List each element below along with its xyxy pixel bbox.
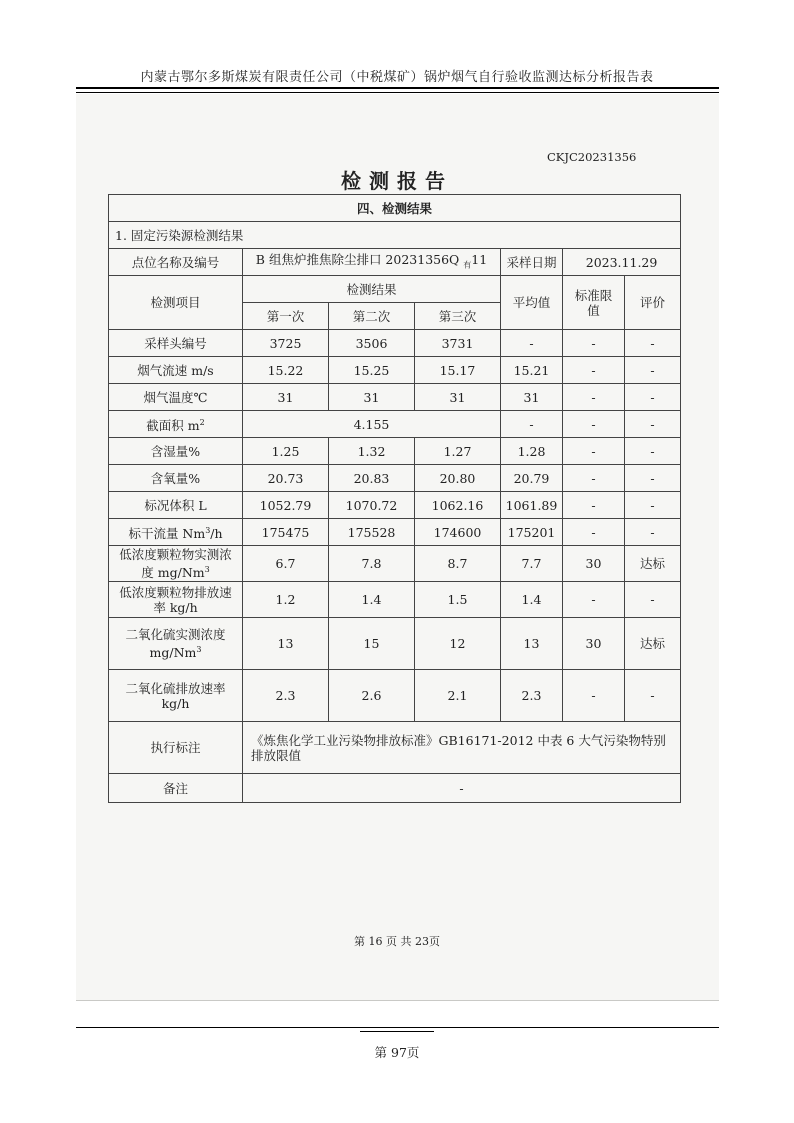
row-label: 二氧化硫实测浓度 mg/Nm$^3$ [109,618,243,670]
run-1-value: 1.25 [243,438,329,465]
limit-value: - [563,438,625,465]
footer-rule [76,1027,719,1028]
eval-value: - [625,670,681,722]
row-label: 二氧化硫排放速率 kg/h [109,670,243,722]
run-3-header: 第三次 [415,303,501,330]
table-row [109,670,681,722]
eval-value: - [625,438,681,465]
limit-value: - [563,670,625,722]
remark-label: 备注 [109,774,243,803]
point-label: 点位名称及编号 [109,249,243,276]
run-2-value: 31 [329,384,415,411]
table-row [109,330,681,357]
table-row [109,438,681,465]
run-3-value: 15.17 [415,357,501,384]
eval-value: 达标 [625,618,681,670]
avg-value: 7.7 [501,546,563,582]
table-row [109,519,681,546]
run-3-value: 3731 [415,330,501,357]
eval-value: - [625,411,681,438]
run-3-value: 31 [415,384,501,411]
limit-value: 30 [563,618,625,670]
limit-value: - [563,384,625,411]
avg-value: 15.21 [501,357,563,384]
avg-label: 平均值 [501,276,563,330]
run-3-value: 12 [415,618,501,670]
section-title: 四、检测结果 [109,195,681,222]
avg-value: - [501,330,563,357]
run-1-value: 15.22 [243,357,329,384]
avg-value: 20.79 [501,465,563,492]
limit-value: - [563,357,625,384]
merged-value: 4.155 [243,411,501,438]
run-2-value: 7.8 [329,546,415,582]
document-header: 内蒙古鄂尔多斯煤炭有限责任公司（中税煤矿）锅炉烟气自行验收监测达标分析报告表 [140,70,654,85]
run-1-value: 6.7 [243,546,329,582]
run-1-header: 第一次 [243,303,329,330]
report-number: CKJC20231356 [547,150,637,164]
run-3-value: 2.1 [415,670,501,722]
report-title: 检测报告 [341,169,453,193]
table-row [109,384,681,411]
row-label: 含氧量% [109,465,243,492]
run-2-value: 2.6 [329,670,415,722]
row-label: 截面积 $m^2$ [109,411,243,438]
inner-page-indicator: 第 16 页 共 23页 [354,935,440,948]
run-2-value: 15 [329,618,415,670]
eval-value: - [625,582,681,618]
avg-value: - [501,411,563,438]
table-row [109,582,681,618]
run-2-value: 1.32 [329,438,415,465]
run-2-value: 15.25 [329,357,415,384]
run-1-value: 3725 [243,330,329,357]
row-label: 采样头编号 [109,330,243,357]
eval-value: - [625,384,681,411]
row-label: 标况体积 L [109,492,243,519]
row-label: 低浓度颗粒物排放速 率 kg/h [109,582,243,618]
row-label: 标干流量 Nm$^3$/h [109,519,243,546]
run-1-value: 175475 [243,519,329,546]
run-2-value: 20.83 [329,465,415,492]
item-label: 检测项目 [109,276,243,330]
row-label: 烟气流速 m/s [109,357,243,384]
footer-rule-short [360,1031,434,1032]
results-table [108,194,681,803]
header-rule-thin [76,92,719,93]
limit-value: - [563,519,625,546]
run-3-value: 174600 [415,519,501,546]
run-3-value: 1062.16 [415,492,501,519]
avg-value: 1061.89 [501,492,563,519]
run-2-value: 3506 [329,330,415,357]
avg-value: 1.4 [501,582,563,618]
avg-value: 13 [501,618,563,670]
run-1-value: 1.2 [243,582,329,618]
limit-value: - [563,582,625,618]
date-label: 采样日期 [501,249,563,276]
row-label: 含湿量% [109,438,243,465]
limit-value: - [563,330,625,357]
eval-label: 评价 [625,276,681,330]
table-row [109,411,681,438]
run-2-value: 1070.72 [329,492,415,519]
header-rule [76,87,719,89]
run-1-value: 1052.79 [243,492,329,519]
eval-value: - [625,492,681,519]
run-3-value: 1.5 [415,582,501,618]
eval-value: - [625,330,681,357]
eval-value: - [625,519,681,546]
results-label: 检测结果 [243,276,501,303]
table-row [109,618,681,670]
standard-label: 执行标注 [109,722,243,774]
run-2-value: 1.4 [329,582,415,618]
limit-label: 标准限值 [563,276,625,330]
run-3-value: 8.7 [415,546,501,582]
avg-value: 175201 [501,519,563,546]
avg-value: 2.3 [501,670,563,722]
subsection-title: 1. 固定污染源检测结果 [109,222,681,249]
table-row [109,492,681,519]
run-1-value: 20.73 [243,465,329,492]
standard-text: 《炼焦化学工业污染物排放标准》GB16171-2012 中表 6 大气污染物特别排放限值 [243,722,681,774]
run-1-value: 31 [243,384,329,411]
avg-value: 31 [501,384,563,411]
limit-value: - [563,465,625,492]
run-2-value: 175528 [329,519,415,546]
run-1-value: 13 [243,618,329,670]
table-row [109,465,681,492]
eval-value: 达标 [625,546,681,582]
date-value: 2023.11.29 [563,249,681,276]
eval-value: - [625,357,681,384]
run-3-value: 1.27 [415,438,501,465]
row-label: 低浓度颗粒物实测浓 度 mg/Nm$^3$ [109,546,243,582]
run-1-value: 2.3 [243,670,329,722]
limit-value: - [563,411,625,438]
eval-value: - [625,465,681,492]
remark-value: - [243,774,681,803]
table-row [109,357,681,384]
table-row [109,546,681,582]
run-3-value: 20.80 [415,465,501,492]
row-label: 烟气温度℃ [109,384,243,411]
point-value: B 组焦炉推焦除尘排口 20231356Q $_有$11 [243,249,501,276]
avg-value: 1.28 [501,438,563,465]
run-2-header: 第二次 [329,303,415,330]
page-number: 第 97页 [374,1045,420,1060]
limit-value: - [563,492,625,519]
limit-value: 30 [563,546,625,582]
